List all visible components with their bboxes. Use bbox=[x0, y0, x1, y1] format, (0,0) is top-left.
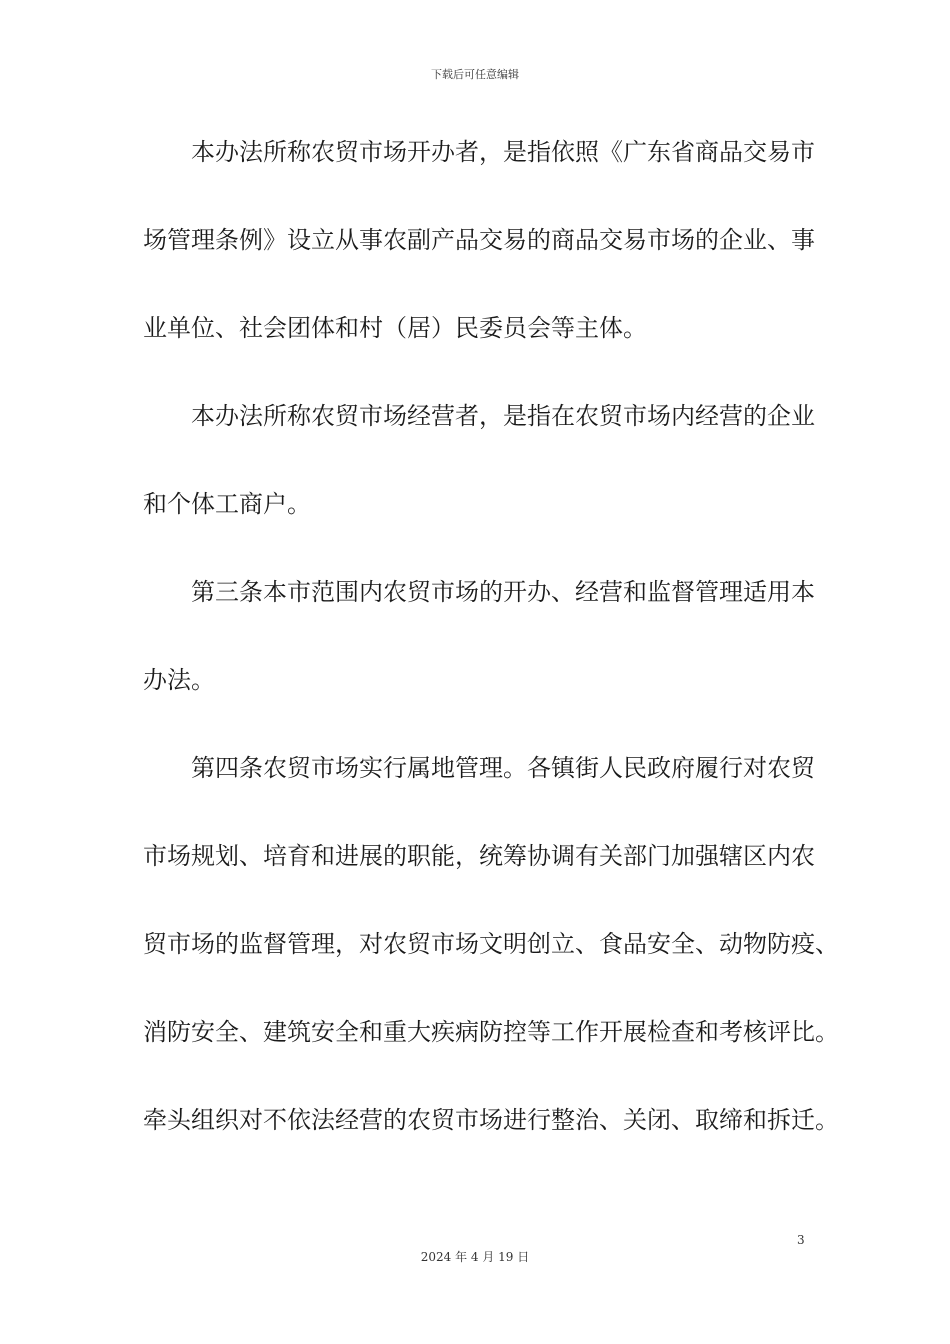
document-body bbox=[143, 126, 839, 1182]
page-number: 3 bbox=[797, 1233, 805, 1247]
paragraph-line: 办法。 bbox=[143, 666, 215, 694]
page-header: 下载后可任意编辑 bbox=[431, 68, 519, 81]
paragraph-line: 本办法所称农贸市场经营者，是指在农贸市场内经营的企业 bbox=[191, 402, 815, 430]
paragraph-line: 本办法所称农贸市场开办者，是指依照《广东省商品交易市 bbox=[191, 138, 815, 166]
footer-date: 2024 年 4 月 19 日 bbox=[420, 1250, 530, 1264]
paragraph-line: 贸市场的监督管理，对农贸市场文明创立、食品安全、动物防疫、 bbox=[143, 930, 839, 958]
paragraph-line: 第四条农贸市场实行属地管理。各镇街人民政府履行对农贸 bbox=[191, 754, 815, 782]
paragraph-line: 消防安全、建筑安全和重大疾病防控等工作开展检查和考核评比。 bbox=[143, 1018, 839, 1046]
paragraph-line: 业单位、社会团体和村（居）民委员会等主体。 bbox=[143, 314, 647, 342]
paragraph-line: 牵头组织对不依法经营的农贸市场进行整治、关闭、取缔和拆迁。 bbox=[143, 1106, 839, 1134]
paragraph-line: 市场规划、培育和进展的职能，统筹协调有关部门加强辖区内农 bbox=[143, 842, 815, 870]
paragraph-line: 场管理条例》设立从事农副产品交易的商品交易市场的企业、事 bbox=[143, 226, 815, 254]
paragraph-line: 第三条本市范围内农贸市场的开办、经营和监督管理适用本 bbox=[191, 578, 815, 606]
paragraph-line: 和个体工商户。 bbox=[143, 490, 311, 518]
